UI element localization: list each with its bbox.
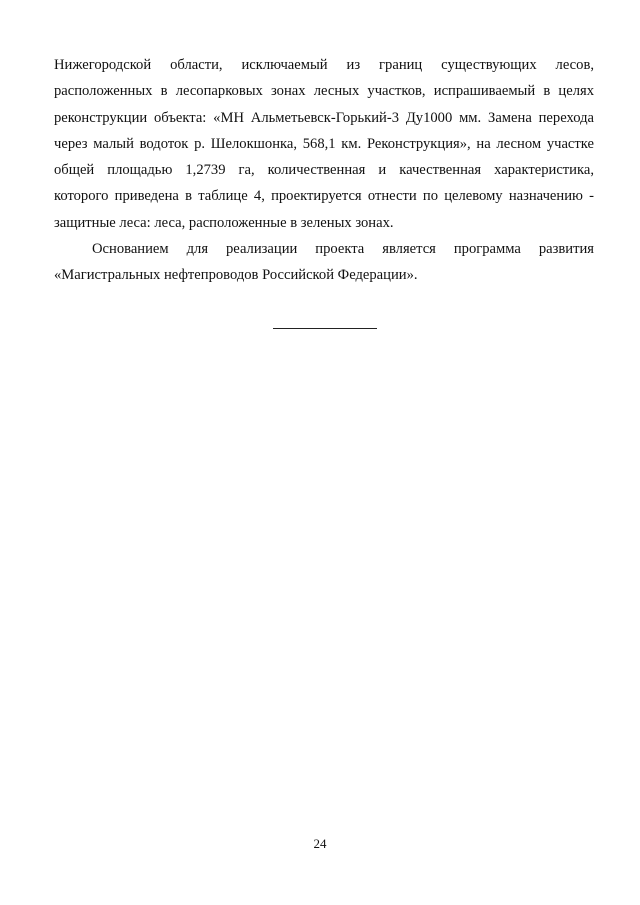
text-line: которого приведена в таблице 4, проектируется отнести по целевому назначению -	[54, 188, 594, 205]
paragraph	[54, 52, 594, 236]
body-text	[54, 52, 594, 289]
text-line: реконструкции объекта: «МН Альметьевск-Горький-3 Ду1000 мм. Замена перехода	[54, 109, 594, 126]
paragraph	[54, 236, 594, 289]
text-line: «Магистральных нефтепроводов Российской Федерации».	[54, 267, 418, 284]
separator-line	[273, 328, 377, 329]
text-line: через малый водоток р. Шелокшонка, 568,1 км. Реконструкция», на лесном участке	[54, 135, 594, 152]
page-number: 24	[313, 836, 327, 851]
text-line: Нижегородской области, исключаемый из границ существующих лесов,	[54, 57, 594, 73]
text-line: расположенных в лесопарковых зонах лесных участков, испрашиваемый в целях	[54, 83, 594, 100]
text-line: защитные леса: леса, расположенные в зеленых зонах.	[54, 214, 394, 231]
text-line: общей площадью 1,2739 га, количественная и качественная характеристика,	[54, 162, 594, 179]
text-line: Основанием для реализации проекта является программа развития	[92, 241, 594, 258]
